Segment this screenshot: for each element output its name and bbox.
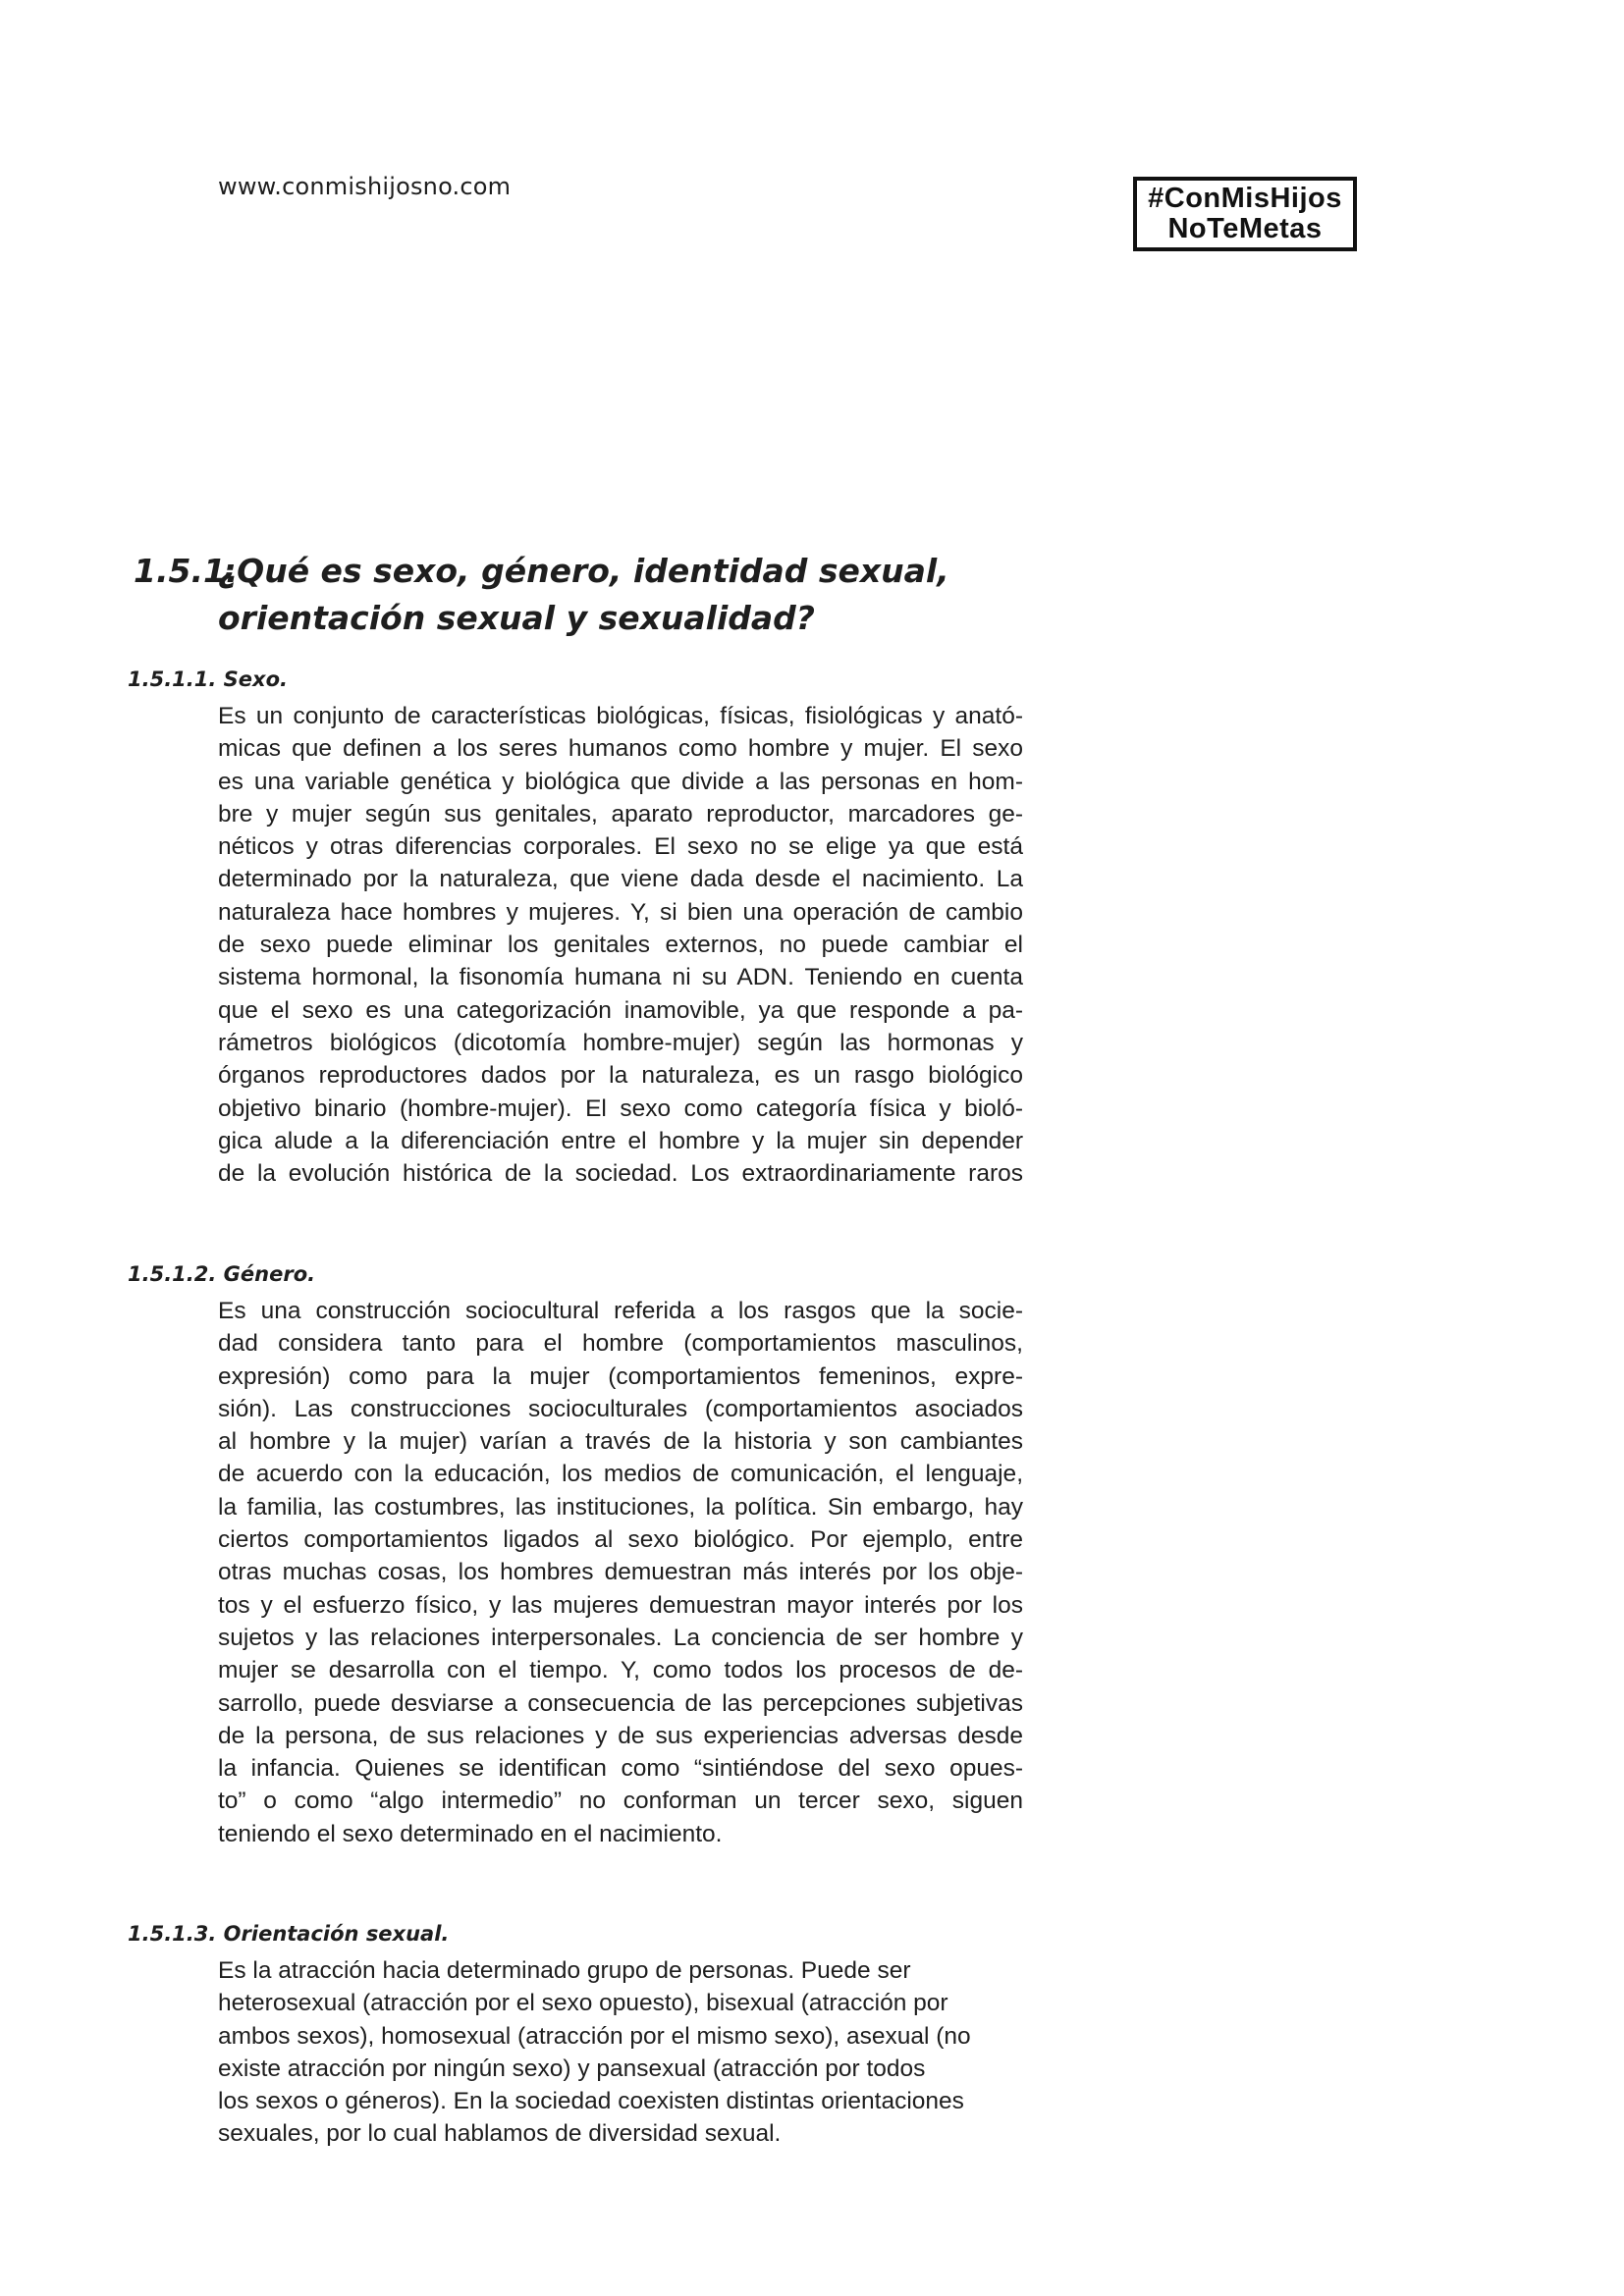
text-line: sujetos y las relaciones interpersonales. La conciencia de ser hombre y <box>218 1624 1023 1651</box>
site-url: www.conmishijosno.com <box>218 173 512 200</box>
text-line: bre y mujer según sus genitales, aparato reproductor, marcadores ge- <box>218 800 1023 828</box>
text-line: sarrollo, puede desviarse a consecuencia de las percepciones subjetivas <box>218 1689 1023 1717</box>
text-line: otras muchas cosas, los hombres demuestran más interés por los obje- <box>218 1559 1023 1586</box>
text-line: existe atracción por ningún sexo) y pansexual (atracción por todos <box>218 2055 926 2082</box>
text-line: ambos sexos), homosexual (atracción por el mismo sexo), asexual (no <box>218 2022 971 2050</box>
text-line: heterosexual (atracción por el sexo opuesto), bisexual (atracción por <box>218 1990 948 2017</box>
text-line: Es una construcción sociocultural referida a los rasgos que la socie- <box>218 1298 1023 1324</box>
subsection-heading-sexo: 1.5.1.1. Sexo. <box>128 667 288 691</box>
text-line: determinado por la naturaleza, que viene dada desde el nacimiento. La <box>218 866 1023 893</box>
section-number: 1.5.1. <box>134 552 239 590</box>
hashtag-line-2: NoTeMetas <box>1167 213 1323 244</box>
text-line: sexuales, por lo cual hablamos de diversidad sexual. <box>218 2120 782 2148</box>
text-line: que el sexo es una categorización inamovible, ya que responde a pa- <box>218 996 1023 1024</box>
text-line: Es un conjunto de características biológicas, físicas, fisiológicas y anató- <box>218 703 1023 729</box>
text-line: dad considera tanto para el hombre (comportamientos masculinos, <box>218 1330 1023 1358</box>
text-line: tos y el esfuerzo físico, y las mujeres demuestran mayor interés por los <box>218 1591 1023 1619</box>
text-line: micas que definen a los seres humanos como hombre y mujer. El sexo <box>218 735 1023 763</box>
subsection-heading-orientacion: 1.5.1.3. Orientación sexual. <box>128 1922 450 1946</box>
section-title-line-1: ¿Qué es sexo, género, identidad sexual, <box>218 552 949 590</box>
paragraph-sexo <box>218 700 1023 1190</box>
text-line: gica alude a la diferenciación entre el hombre y la mujer sin depender <box>218 1127 1023 1154</box>
text-line: objetivo binario (hombre-mujer). El sexo como categoría física y bioló- <box>218 1095 1023 1122</box>
text-line: la familia, las costumbres, las instituciones, la política. Sin embargo, hay <box>218 1493 1023 1521</box>
text-line: to” o como “algo intermedio” no conforman un tercer sexo, siguen <box>218 1788 1023 1815</box>
text-line: de la persona, de sus relaciones y de sus experiencias adversas desde <box>218 1722 1023 1749</box>
hashtag-logo <box>1133 177 1357 251</box>
text-line: rámetros biológicos (dicotomía hombre-mujer) según las hormonas y <box>218 1029 1023 1056</box>
subsection-heading-genero: 1.5.1.2. Género. <box>128 1262 316 1286</box>
text-line: de sexo puede eliminar los genitales externos, no puede cambiar el <box>218 932 1023 959</box>
text-line: Es la atracción hacia determinado grupo de personas. Puede ser <box>218 1957 911 1984</box>
text-line: expresión) como para la mujer (comportamientos femeninos, expre- <box>218 1362 1023 1390</box>
text-line: de acuerdo con la educación, los medios de comunicación, el lenguaje, <box>218 1461 1023 1488</box>
text-line: mujer se desarrolla con el tiempo. Y, como todos los procesos de de- <box>218 1657 1023 1684</box>
text-line: néticos y otras diferencias corporales. El sexo no se elige ya que está <box>218 833 1023 861</box>
text-line: de la evolución histórica de la sociedad. Los extraordinariamente raros <box>218 1160 1023 1188</box>
paragraph-genero <box>218 1295 1023 1850</box>
hashtag-line-1: #ConMisHijos <box>1148 183 1342 214</box>
paragraph-orientacion <box>218 1954 1023 2151</box>
text-line: los sexos o géneros). En la sociedad coexisten distintas orientaciones <box>218 2088 964 2115</box>
text-line: la infancia. Quienes se identifican como “sintiéndose del sexo opues- <box>218 1755 1023 1783</box>
text-line: teniendo el sexo determinado en el nacimiento. <box>218 1820 723 1847</box>
text-line: ciertos comportamientos ligados al sexo biológico. Por ejemplo, entre <box>218 1526 1023 1554</box>
text-line: naturaleza hace hombres y mujeres. Y, si bien una operación de cambio <box>218 898 1023 926</box>
text-line: sión). Las construcciones socioculturales (comportamientos asociados <box>218 1395 1023 1422</box>
text-line: es una variable genética y biológica que divide a las personas en hom- <box>218 768 1023 795</box>
text-line: al hombre y la mujer) varían a través de la historia y son cambiantes <box>218 1428 1023 1456</box>
section-title-line-2: orientación sexual y sexualidad? <box>218 599 815 637</box>
text-line: órganos reproductores dados por la naturaleza, es un rasgo biológico <box>218 1062 1023 1090</box>
text-line: sistema hormonal, la fisonomía humana ni su ADN. Teniendo en cuenta <box>218 964 1023 991</box>
